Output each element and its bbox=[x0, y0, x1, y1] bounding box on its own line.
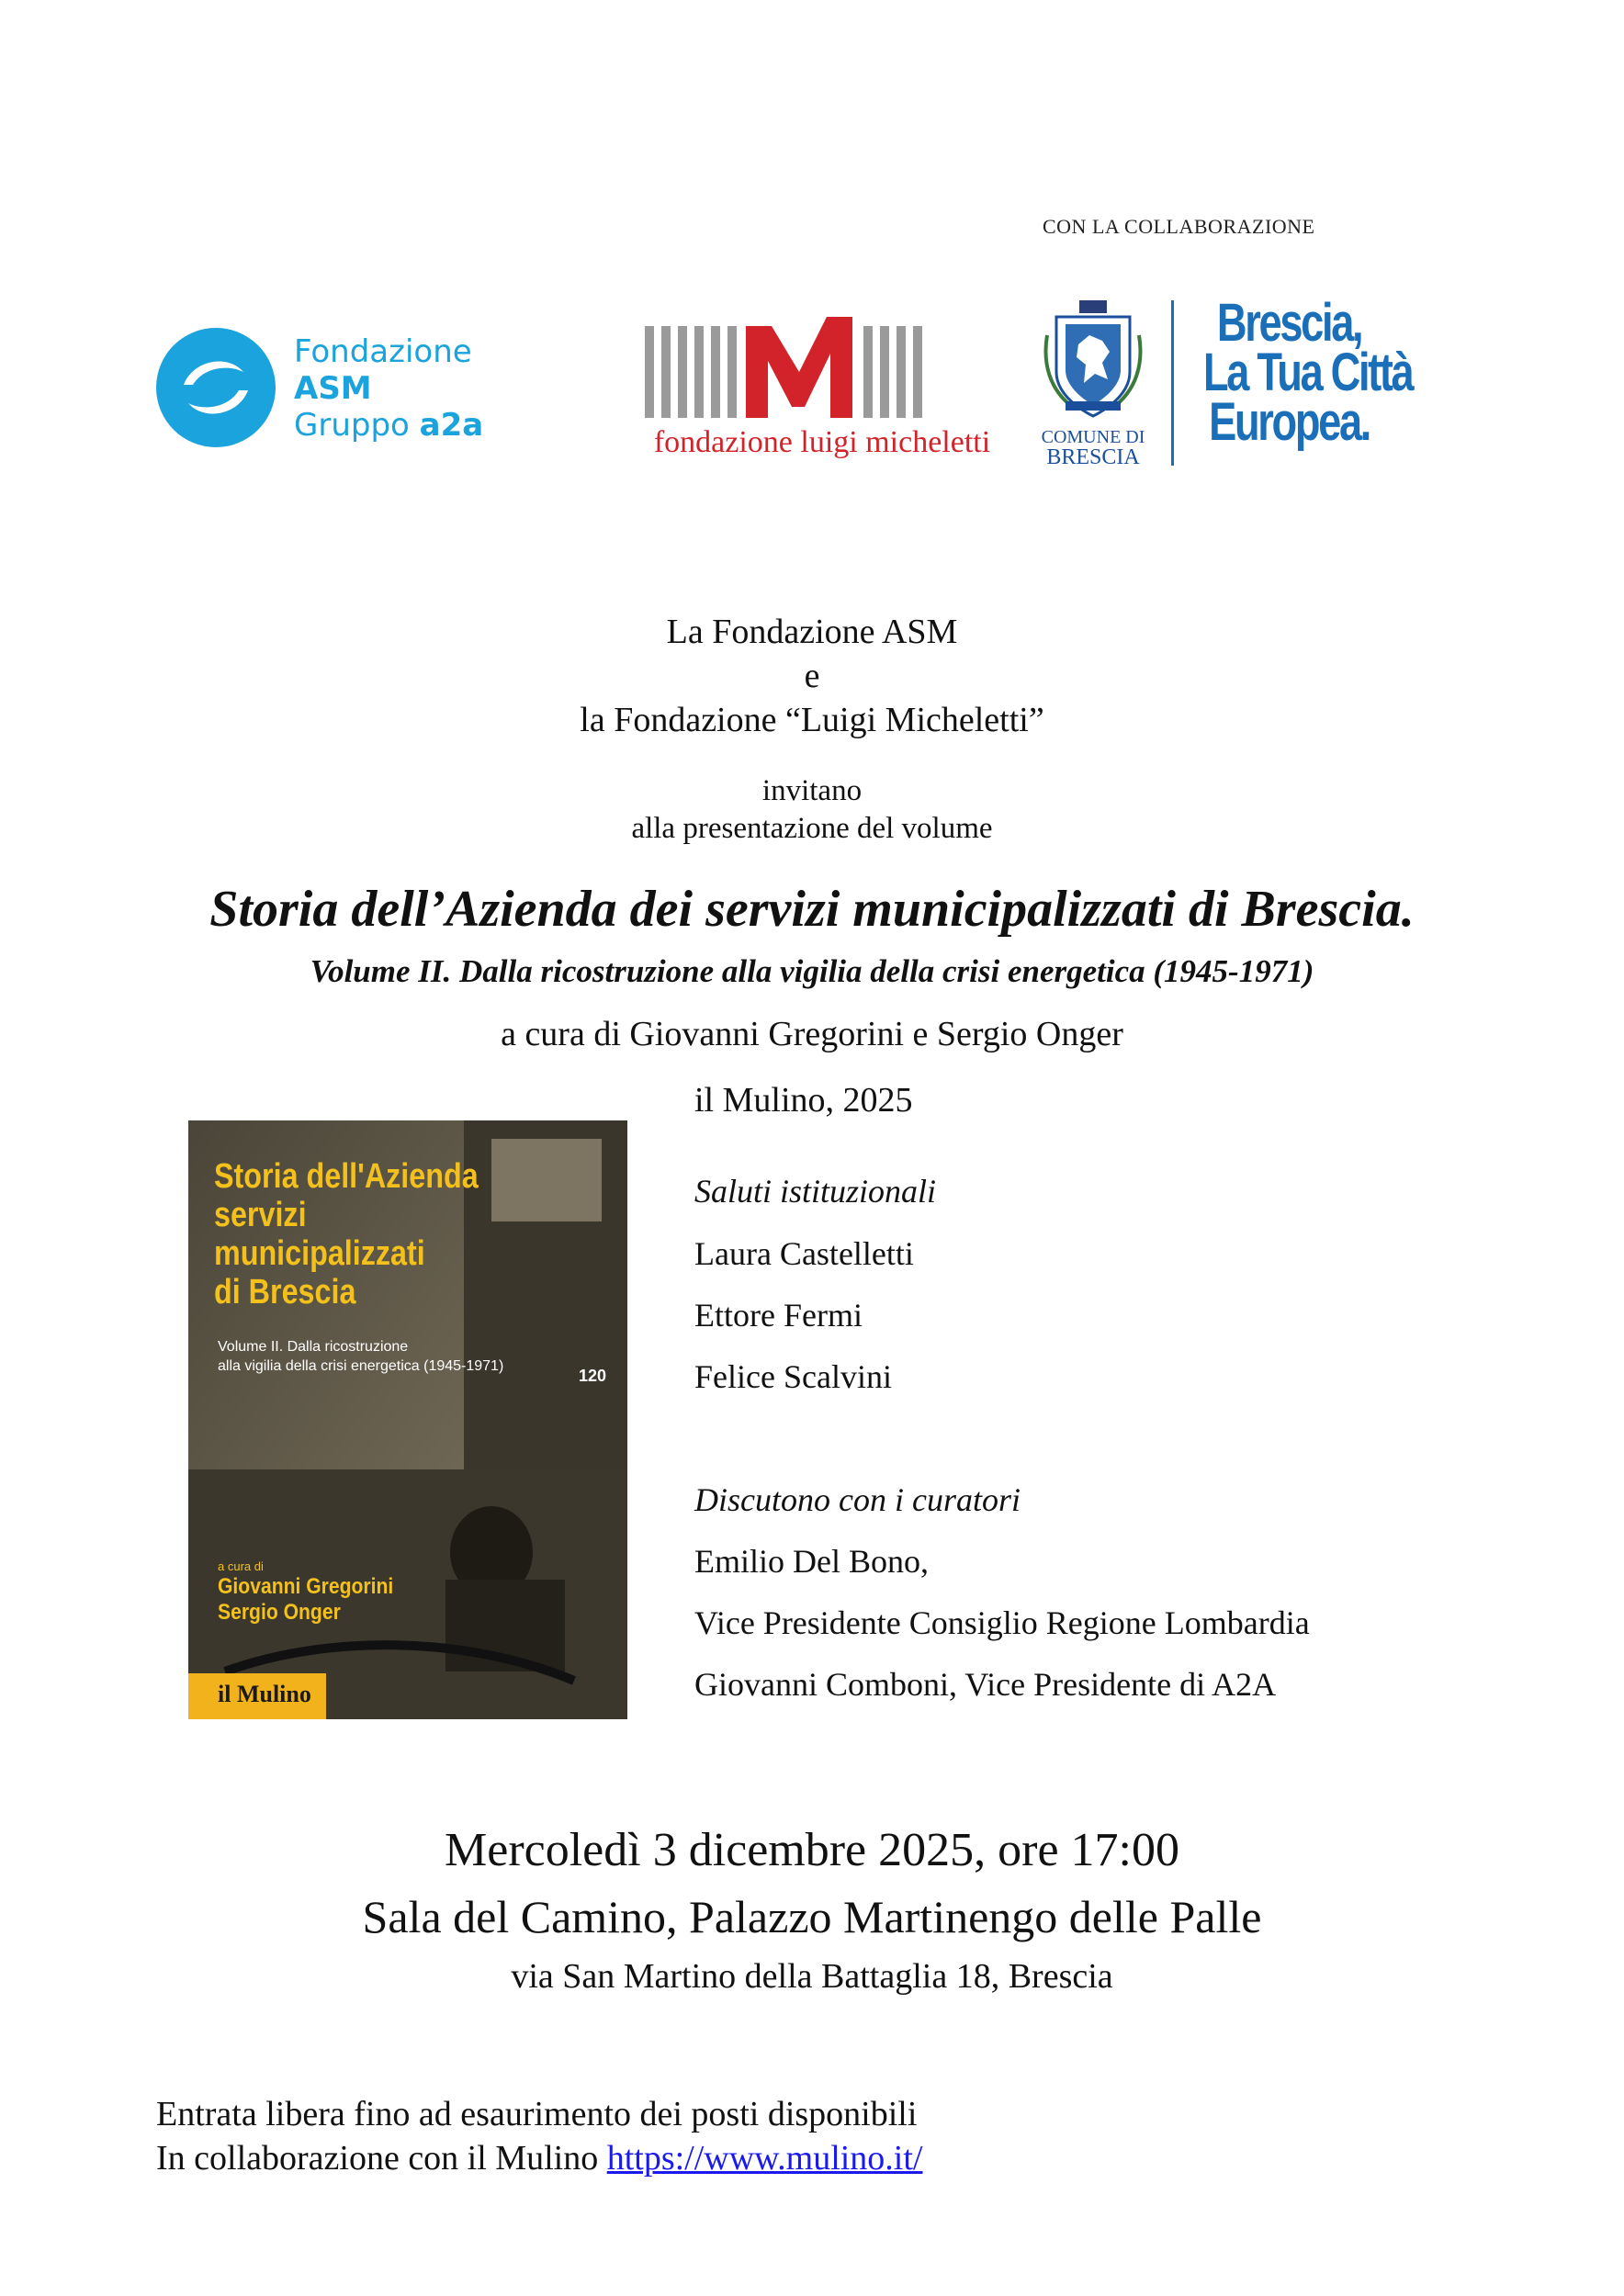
collaboration-note: In collaborazione con il Mulino https://www.mulino.it/ bbox=[156, 2139, 923, 2178]
intro-line-5: alla presentazione del volume bbox=[631, 812, 993, 845]
event-venue: Sala del Camino, Palazzo Martinengo delle Palle bbox=[362, 1891, 1262, 1942]
discussant-item: Vice Presidente Consiglio Regione Lombardia bbox=[694, 1604, 1310, 1641]
greeting-item: Laura Castelletti bbox=[694, 1235, 914, 1272]
intro-line-2: e bbox=[804, 657, 820, 695]
cover-publisher: il Mulino bbox=[218, 1681, 311, 1707]
cover-title: Storia dell'Azienda servizi municipalizzati di Brescia bbox=[214, 1157, 479, 1311]
cover-authors: Giovanni Gregorini Sergio Onger bbox=[218, 1574, 394, 1625]
fondazione-micheletti-logo bbox=[643, 317, 1001, 464]
asm-logo-line1: Fondazione bbox=[294, 333, 472, 370]
brescia-slogan: Brescia, La Tua Città Europea. bbox=[1203, 293, 1413, 452]
book-subtitle: Volume II. Dalla ricostruzione alla vigilia della crisi energetica (1945-1971) bbox=[310, 953, 1314, 989]
greeting-item: Felice Scalvini bbox=[694, 1358, 892, 1395]
asm-circle-icon bbox=[156, 328, 276, 447]
collaboration-label: CON LA COLLABORAZIONE bbox=[1043, 215, 1315, 238]
intro-line-3: la Fondazione “Luigi Micheletti” bbox=[580, 701, 1044, 739]
discussant-item: Emilio Del Bono, bbox=[694, 1543, 929, 1580]
greetings-heading: Saluti istituzionali bbox=[694, 1173, 937, 1210]
intro-line-4: invitano bbox=[761, 774, 863, 807]
micheletti-bars-icon bbox=[643, 317, 1001, 420]
asm-logo-line3: Gruppo a2a bbox=[294, 407, 484, 444]
greeting-item: Ettore Fermi bbox=[694, 1297, 863, 1334]
event-datetime: Mercoledì 3 dicembre 2025, ore 17:00 bbox=[445, 1824, 1179, 1876]
comune-brescia-logo bbox=[1038, 293, 1424, 473]
cover-bus-number: 120 bbox=[579, 1367, 607, 1385]
book-editors: a cura di Giovanni Gregorini e Sergio Onger bbox=[501, 1015, 1123, 1053]
cover-a-cura: a cura di bbox=[218, 1559, 264, 1573]
discussant-item: Giovanni Comboni, Vice Presidente di A2A bbox=[694, 1666, 1277, 1703]
discussion-heading: Discutono con i curatori bbox=[694, 1481, 1021, 1518]
book-title: Storia dell’Azienda dei servizi municipalizzati di Brescia. bbox=[209, 881, 1415, 938]
mulino-link[interactable]: https://www.mulino.it/ bbox=[606, 2139, 923, 2178]
intro-line-1: La Fondazione ASM bbox=[666, 613, 958, 651]
asm-logo-line2: ASM bbox=[294, 370, 372, 407]
fondazione-asm-logo bbox=[156, 326, 505, 455]
book-publisher-year: il Mulino, 2025 bbox=[694, 1081, 913, 1120]
book-cover-image bbox=[188, 1120, 627, 1719]
cover-subtitle: Volume II. Dalla ricostruzione alla vigilia della crisi energetica (1945-1971) bbox=[218, 1339, 504, 1374]
micheletti-caption: fondazione luigi micheletti bbox=[653, 425, 991, 459]
event-address: via San Martino della Battaglia 18, Brescia bbox=[511, 1957, 1113, 1996]
entry-note: Entrata libera fino ad esaurimento dei posti disponibili bbox=[156, 2095, 918, 2133]
brescia-coat-of-arms-icon bbox=[1038, 298, 1148, 425]
comune-di-brescia-text: COMUNE DI BRESCIA bbox=[1041, 427, 1145, 469]
logo-divider bbox=[1171, 300, 1174, 466]
